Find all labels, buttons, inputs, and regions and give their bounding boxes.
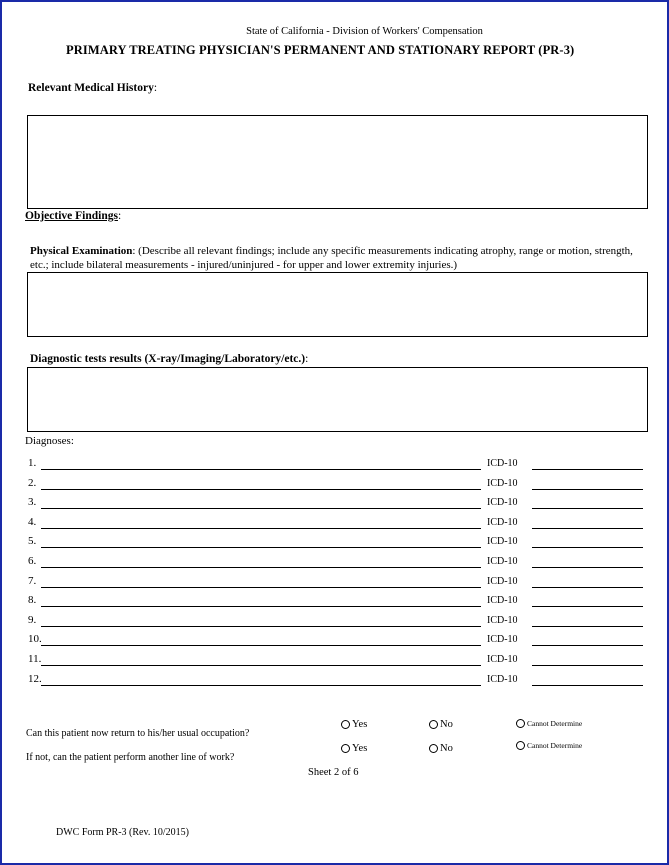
diagnosis-number: 8. (28, 594, 37, 607)
other-work-yes[interactable]: Yes (341, 743, 367, 754)
diagnosis-number: 10. (28, 633, 42, 646)
diagnosis-description-field[interactable] (41, 489, 481, 490)
medical-history-field[interactable] (27, 115, 648, 209)
diagnostic-tests-label: Diagnostic tests results (X-ray/Imaging/Laboratory/etc.): (30, 353, 309, 365)
diagnosis-number: 7. (28, 574, 37, 587)
form-id: DWC Form PR-3 (Rev. 10/2015) (56, 827, 189, 838)
diagnosis-row (2, 516, 669, 536)
diagnosis-row (2, 555, 669, 575)
icd10-code-field[interactable] (532, 665, 643, 666)
diagnosis-description-field[interactable] (41, 508, 481, 509)
icd10-code-field[interactable] (532, 606, 643, 607)
diagnoses-label: Diagnoses: (25, 435, 74, 447)
medical-history-label: Relevant Medical History: (28, 82, 158, 94)
diagnosis-description-field[interactable] (41, 547, 481, 548)
diagnosis-row (2, 535, 669, 555)
agency-header: State of California - Division of Workers' Compensation (246, 26, 483, 37)
icd10-code-field[interactable] (532, 469, 643, 470)
diagnosis-row (2, 457, 669, 477)
diagnostic-tests-field[interactable] (27, 367, 648, 432)
icd10-label: ICD-10 (487, 458, 518, 469)
other-work-cannot-determine[interactable]: Cannot Determine (516, 741, 582, 750)
icd10-code-field[interactable] (532, 645, 643, 646)
diagnosis-number: 5. (28, 535, 37, 548)
diagnosis-number: 12. (28, 672, 42, 685)
icd10-label: ICD-10 (487, 654, 518, 665)
radio-icon (516, 719, 525, 728)
icd10-label: ICD-10 (487, 595, 518, 607)
return-occupation-no[interactable]: No (429, 719, 453, 730)
radio-icon (341, 744, 350, 753)
diagnosis-row (2, 673, 669, 693)
diagnosis-row (2, 575, 669, 595)
icd10-code-field[interactable] (532, 547, 643, 548)
icd10-label: ICD-10 (487, 556, 518, 567)
diagnosis-row (2, 653, 669, 673)
diagnosis-description-field[interactable] (41, 665, 481, 666)
physical-exam-field[interactable] (27, 272, 648, 337)
diagnosis-number: 4. (28, 515, 37, 528)
icd10-code-field[interactable] (532, 685, 643, 686)
return-occupation-yes[interactable]: Yes (341, 719, 367, 730)
objective-findings-label: Objective Findings: (25, 210, 122, 222)
diagnosis-description-field[interactable] (41, 469, 481, 470)
radio-icon (429, 744, 438, 753)
icd10-code-field[interactable] (532, 508, 643, 509)
radio-icon (429, 720, 438, 729)
diagnosis-row (2, 614, 669, 634)
icd10-label: ICD-10 (487, 634, 518, 646)
diagnosis-row (2, 496, 669, 516)
other-work-no[interactable]: No (429, 743, 453, 754)
question-return-occupation: Can this patient now return to his/her usual occupation? (26, 728, 250, 739)
icd10-code-field[interactable] (532, 587, 643, 588)
icd10-code-field[interactable] (532, 626, 643, 627)
diagnosis-number: 1. (28, 457, 37, 469)
diagnosis-description-field[interactable] (41, 645, 481, 646)
diagnosis-row (2, 594, 669, 614)
question-other-work: If not, can the patient perform another line of work? (26, 752, 235, 763)
radio-icon (516, 741, 525, 750)
diagnosis-row (2, 477, 669, 497)
icd10-code-field[interactable] (532, 528, 643, 529)
icd10-code-field[interactable] (532, 489, 643, 490)
diagnosis-description-field[interactable] (41, 626, 481, 627)
diagnosis-description-field[interactable] (41, 567, 481, 568)
icd10-label: ICD-10 (487, 516, 518, 528)
return-occupation-cannot-determine[interactable]: Cannot Determine (516, 719, 582, 728)
diagnosis-number: 2. (28, 476, 37, 489)
icd10-label: ICD-10 (487, 614, 518, 626)
icd10-label: ICD-10 (487, 673, 518, 685)
diagnosis-description-field[interactable] (41, 528, 481, 529)
diagnosis-number: 3. (28, 496, 37, 509)
icd10-label: ICD-10 (487, 497, 518, 509)
icd10-label: ICD-10 (487, 575, 518, 587)
sheet-number: Sheet 2 of 6 (308, 767, 359, 778)
radio-icon (341, 720, 350, 729)
form-title: PRIMARY TREATING PHYSICIAN'S PERMANENT AND STATIONARY REPORT (PR-3) (66, 43, 575, 57)
icd10-label: ICD-10 (487, 477, 518, 489)
diagnosis-description-field[interactable] (41, 606, 481, 607)
physical-exam-label: Physical Examination: (Describe all relevant findings; include any specific measurements indicating atrophy, range or motion, strength, etc.; include bilateral measurements - injured/uninjured - for upper and lower extremity injuries.) (30, 245, 633, 271)
diagnosis-description-field[interactable] (41, 587, 481, 588)
diagnosis-description-field[interactable] (41, 685, 481, 686)
icd10-code-field[interactable] (532, 567, 643, 568)
diagnosis-row (2, 633, 669, 653)
diagnosis-number: 9. (28, 613, 37, 626)
diagnosis-number: 6. (28, 555, 37, 567)
diagnosis-number: 11. (28, 653, 42, 665)
icd10-label: ICD-10 (487, 536, 518, 548)
